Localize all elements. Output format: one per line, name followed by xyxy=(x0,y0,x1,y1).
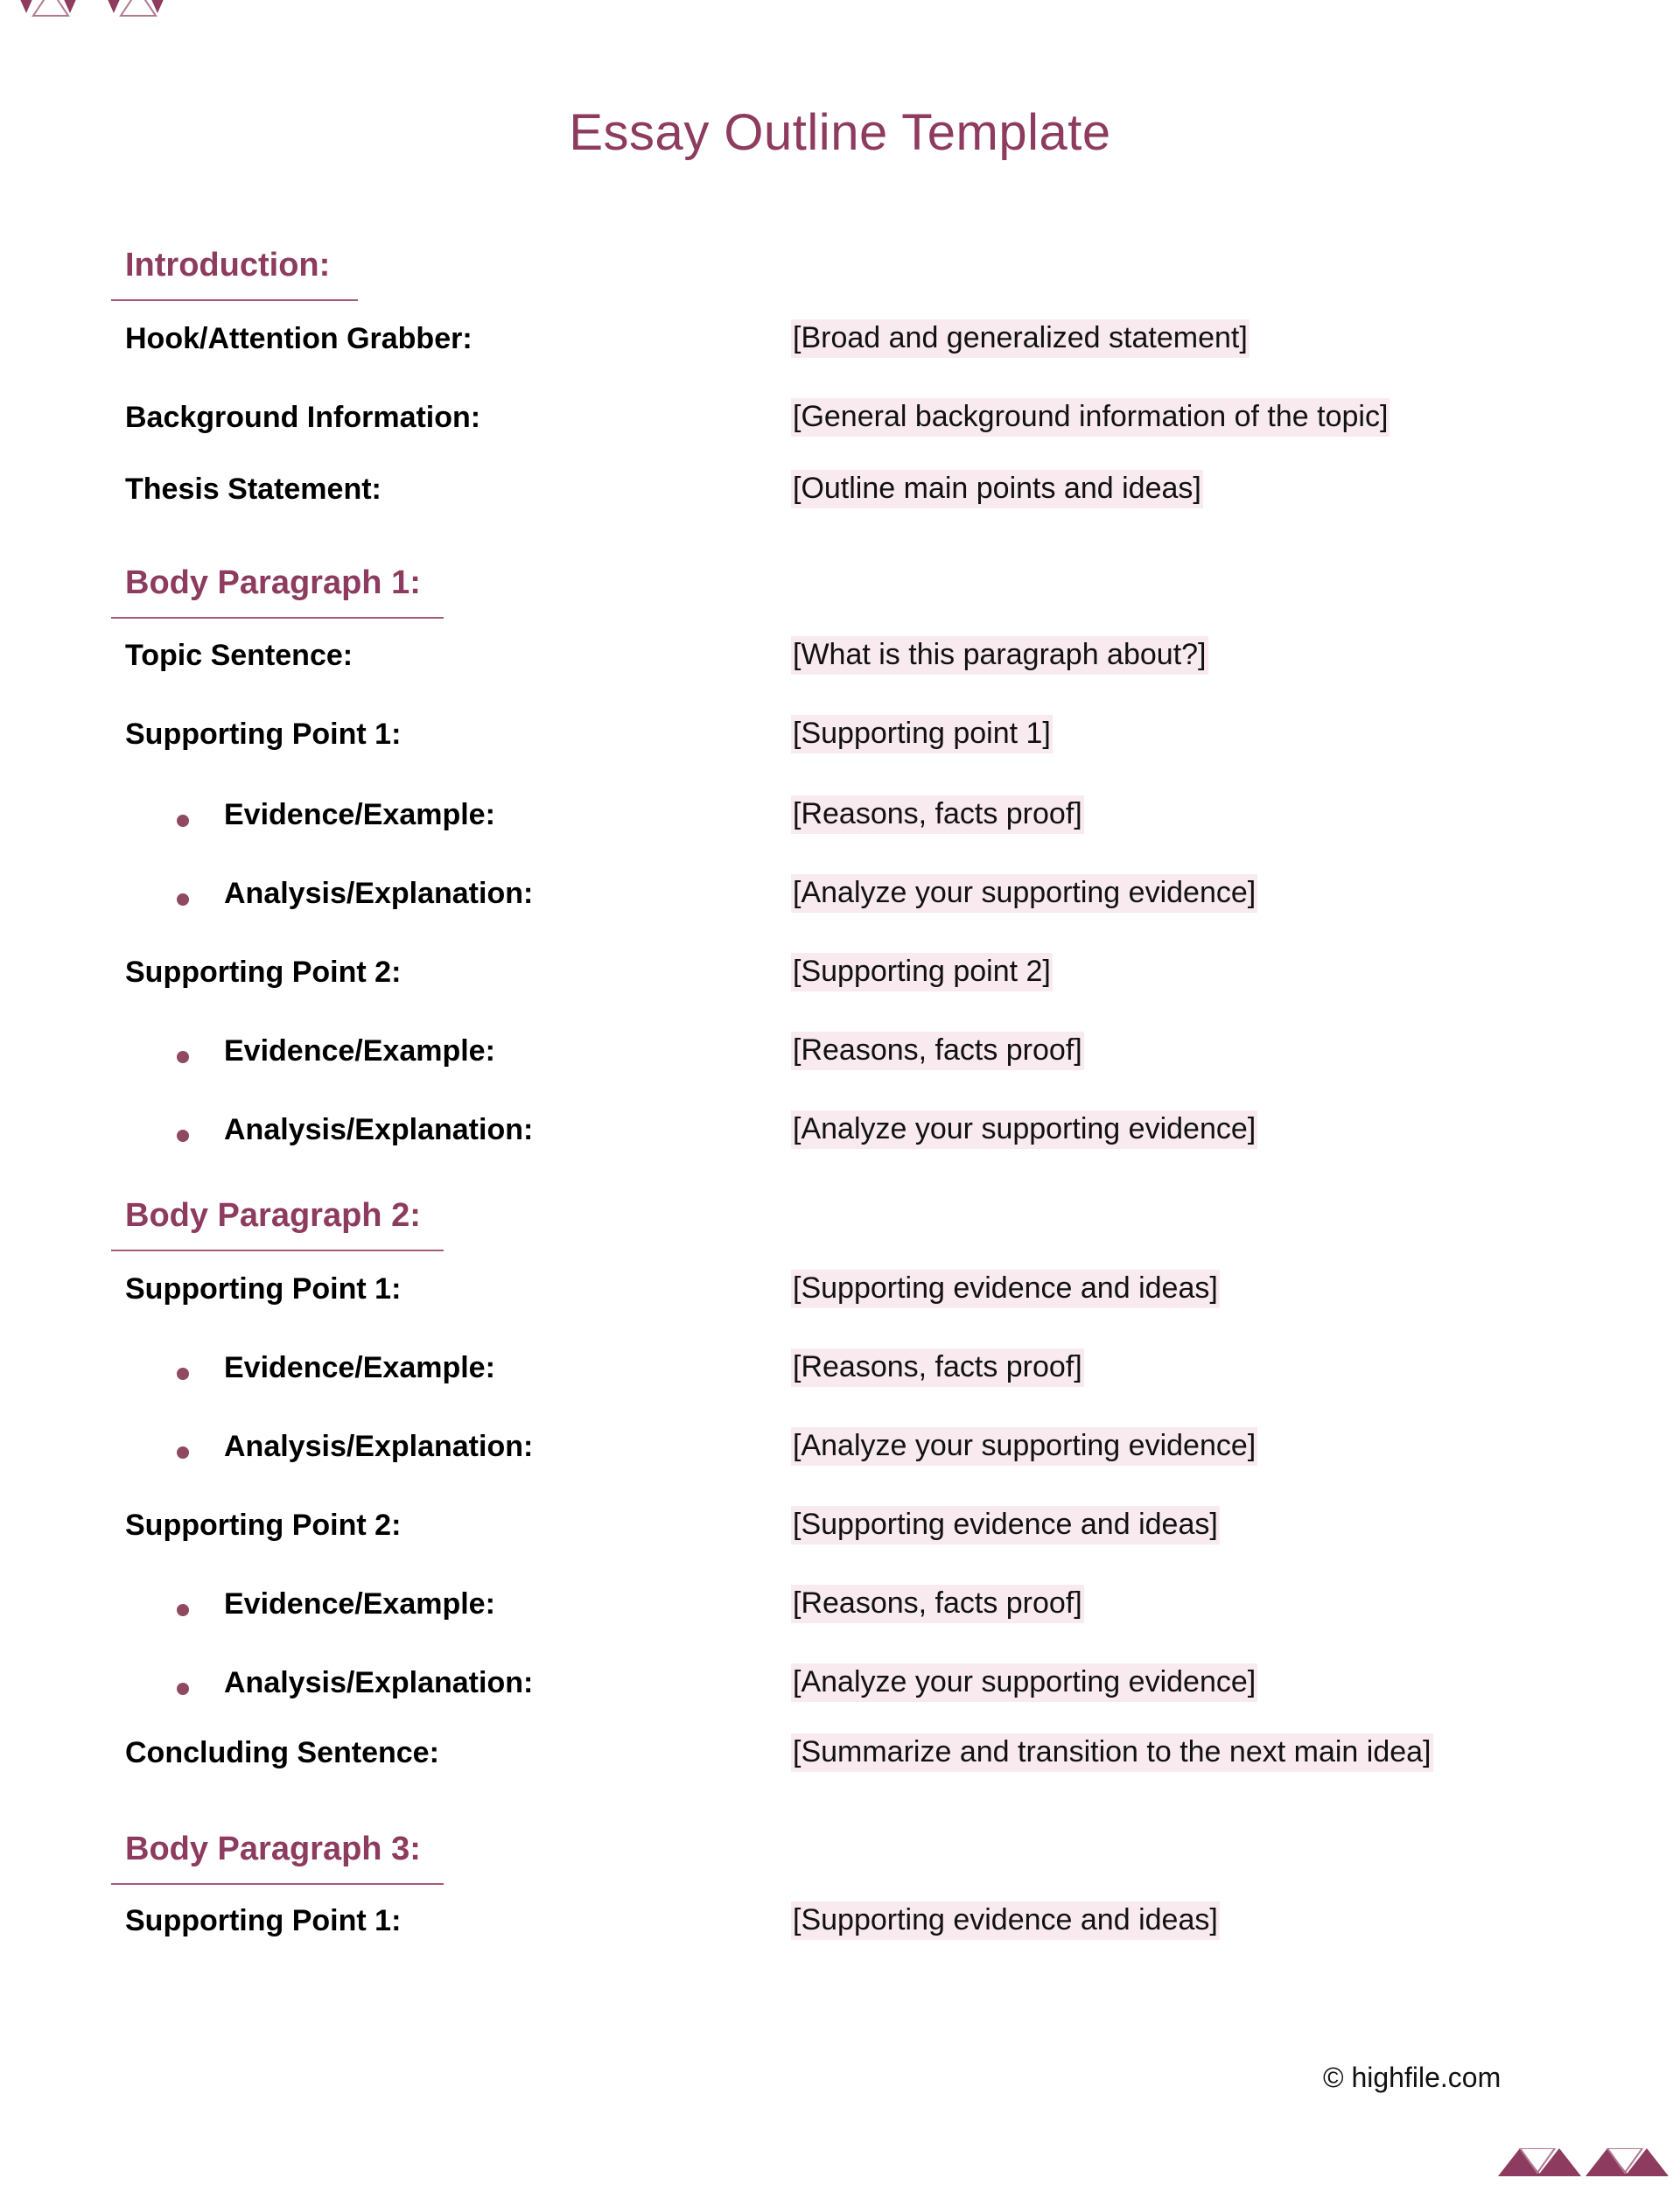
bullet-icon xyxy=(177,815,189,827)
section-heading: Body Paragraph 1: xyxy=(125,564,421,601)
field-label: Analysis/Explanation: xyxy=(224,1430,534,1463)
diamond-shape xyxy=(1498,2148,1542,2176)
section-underline xyxy=(111,617,444,619)
field-placeholder-value[interactable]: [Analyze your supporting evidence] xyxy=(791,874,1257,913)
field-label: Thesis Statement: xyxy=(125,473,382,506)
bullet-icon xyxy=(177,1604,189,1616)
corner-decoration-bottom xyxy=(1498,2148,1680,2192)
field-label: Evidence/Example: xyxy=(224,1351,495,1384)
field-label: Supporting Point 1: xyxy=(125,1904,402,1937)
field-label: Supporting Point 1: xyxy=(125,718,402,751)
field-placeholder-value[interactable]: [Analyze your supporting evidence] xyxy=(791,1427,1257,1466)
field-placeholder-value[interactable]: [Summarize and transition to the next main idea] xyxy=(791,1733,1433,1772)
section-heading: Body Paragraph 3: xyxy=(125,1831,421,1867)
field-label: Evidence/Example: xyxy=(224,1587,495,1621)
field-label: Topic Sentence: xyxy=(125,639,354,672)
field-placeholder-value[interactable]: [Supporting evidence and ideas] xyxy=(791,1901,1220,1940)
bullet-icon xyxy=(177,1683,189,1695)
field-placeholder-value[interactable]: [Reasons, facts proof] xyxy=(791,795,1084,834)
field-placeholder-value[interactable]: [Reasons, facts proof] xyxy=(791,1348,1084,1387)
triangle-outline xyxy=(121,0,156,16)
field-label: Evidence/Example: xyxy=(224,1034,495,1068)
field-label: Hook/Attention Grabber: xyxy=(125,322,472,355)
section-heading: Introduction: xyxy=(125,247,331,284)
section-underline xyxy=(111,1883,444,1885)
field-placeholder-value[interactable]: [Reasons, facts proof] xyxy=(791,1032,1084,1070)
bullet-icon xyxy=(177,1130,189,1142)
field-label: Background Information: xyxy=(125,401,481,434)
field-label: Supporting Point 2: xyxy=(125,956,402,989)
section-heading: Body Paragraph 2: xyxy=(125,1197,421,1234)
section-underline xyxy=(111,1250,444,1251)
copyright-footer: © highfile.com xyxy=(1323,2062,1502,2093)
field-label: Concluding Sentence: xyxy=(125,1736,439,1769)
field-placeholder-value[interactable]: [Supporting evidence and ideas] xyxy=(791,1270,1220,1308)
field-label: Analysis/Explanation: xyxy=(224,1113,534,1146)
field-placeholder-value[interactable]: [Reasons, facts proof] xyxy=(791,1585,1084,1623)
field-placeholder-value[interactable]: [Outline main points and ideas] xyxy=(791,470,1203,508)
field-placeholder-value[interactable]: [Analyze your supporting evidence] xyxy=(791,1110,1257,1149)
field-placeholder-value[interactable]: [What is this paragraph about?] xyxy=(791,636,1208,675)
field-label: Analysis/Explanation: xyxy=(224,877,534,910)
diamond-shape xyxy=(1586,2148,1629,2176)
field-placeholder-value[interactable]: [Supporting evidence and ideas] xyxy=(791,1506,1220,1544)
field-placeholder-value[interactable]: [Supporting point 2] xyxy=(791,953,1053,991)
diamond-shape xyxy=(52,0,88,13)
field-label: Supporting Point 1: xyxy=(125,1272,402,1306)
corner-decoration-top xyxy=(0,0,184,18)
bullet-icon xyxy=(177,1051,189,1063)
field-placeholder-value[interactable]: [Broad and generalized statement] xyxy=(791,319,1250,358)
bullet-icon xyxy=(177,1446,189,1459)
field-label: Evidence/Example: xyxy=(224,798,495,831)
bullet-icon xyxy=(177,893,189,906)
field-label: Analysis/Explanation: xyxy=(224,1666,534,1699)
field-placeholder-value[interactable]: [General background information of the topic] xyxy=(791,398,1390,437)
field-placeholder-value[interactable]: [Supporting point 1] xyxy=(791,715,1053,753)
bullet-icon xyxy=(177,1368,189,1380)
field-label: Supporting Point 2: xyxy=(125,1509,402,1542)
page-title: Essay Outline Template xyxy=(569,104,1111,161)
diamond-shape xyxy=(140,0,175,13)
field-placeholder-value[interactable]: [Analyze your supporting evidence] xyxy=(791,1663,1257,1702)
section-underline xyxy=(111,299,358,301)
triangle-outline xyxy=(33,0,68,16)
